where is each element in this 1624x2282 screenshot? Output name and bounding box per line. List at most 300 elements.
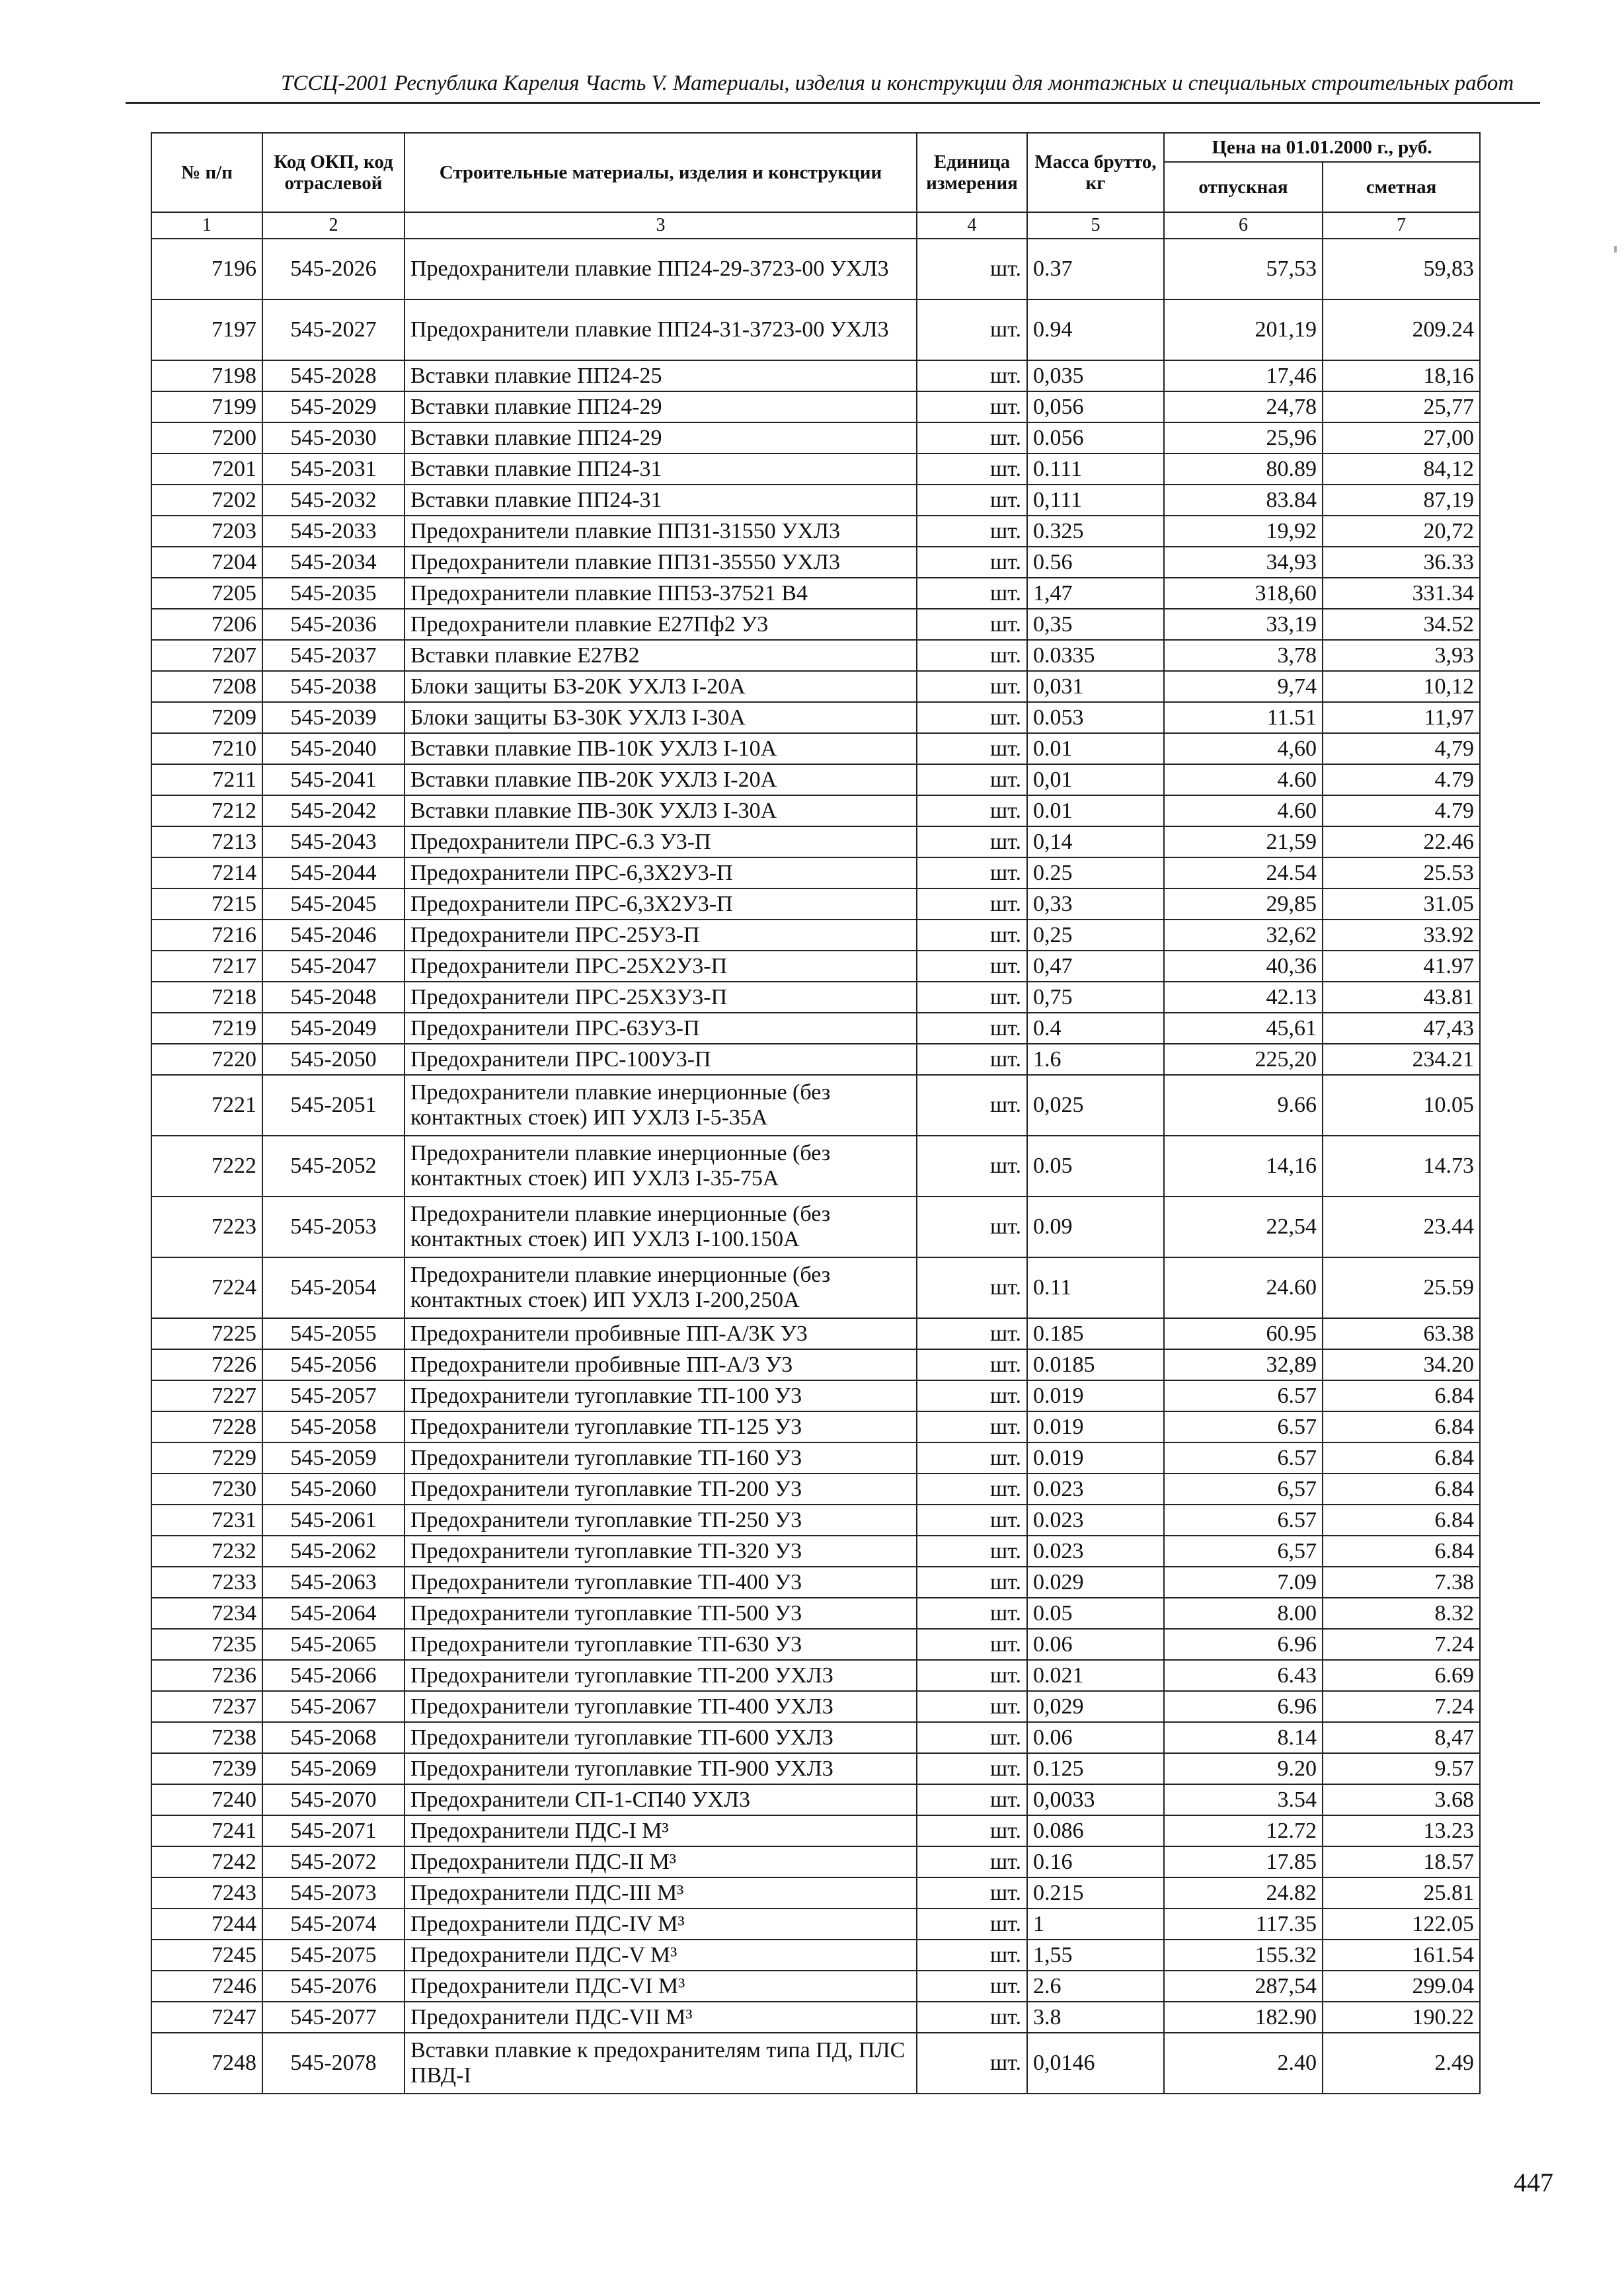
material-name-cell: Блоки защиты БЗ-30К УХЛ3 I-30А xyxy=(405,702,917,733)
price-estimate-cell: 87,19 xyxy=(1323,485,1480,516)
material-name-cell: Предохранители плавкие инерционные (без контактных стоек) ИП УХЛ3 I-35-75А xyxy=(405,1136,917,1197)
material-name-cell: Предохранители ПДС-VI М³ xyxy=(405,1971,917,2002)
price-estimate-cell: 2.49 xyxy=(1323,2033,1480,2094)
table-row xyxy=(151,1257,1480,1318)
okp-code-cell: 545-2039 xyxy=(262,702,405,733)
okp-code-cell: 545-2075 xyxy=(262,1940,405,1971)
table-row xyxy=(151,702,1480,733)
material-name-cell: Предохранители тугоплавкие ТП-400 УХЛ3 xyxy=(405,1691,917,1722)
unit-cell: шт. xyxy=(917,1567,1027,1598)
mass-cell: 0.05 xyxy=(1027,1598,1164,1629)
price-estimate-cell: 27,00 xyxy=(1323,422,1480,453)
price-estimate-cell: 8.32 xyxy=(1323,1598,1480,1629)
material-name-cell: Предохранители ПДС-I М³ xyxy=(405,1815,917,1846)
mass-cell: 0.023 xyxy=(1027,1536,1164,1567)
mass-cell: 0.06 xyxy=(1027,1629,1164,1660)
material-name-cell: Предохранители ПРС-25У3-П xyxy=(405,920,917,951)
mass-cell: 0.06 xyxy=(1027,1722,1164,1753)
mass-cell: 0.25 xyxy=(1027,857,1164,888)
price-release-cell: 6.96 xyxy=(1164,1691,1323,1722)
material-name-cell: Предохранители ПРС-25Х3У3-П xyxy=(405,982,917,1013)
unit-cell: шт. xyxy=(917,702,1027,733)
unit-cell: шт. xyxy=(917,1136,1027,1197)
unit-cell: шт. xyxy=(917,1536,1027,1567)
material-name-cell: Вставки плавкие ПП24-29 xyxy=(405,391,917,422)
mass-cell: 0.019 xyxy=(1027,1380,1164,1411)
okp-code-cell: 545-2050 xyxy=(262,1044,405,1075)
column-number: 6 xyxy=(1164,212,1323,239)
price-estimate-cell: 25.59 xyxy=(1323,1257,1480,1318)
row-number-cell: 7206 xyxy=(151,609,262,640)
material-name-cell: Предохранители пробивные ПП-А/3 У3 xyxy=(405,1349,917,1380)
unit-cell: шт. xyxy=(917,1380,1027,1411)
okp-code-cell: 545-2067 xyxy=(262,1691,405,1722)
unit-cell: шт. xyxy=(917,485,1027,516)
table-row xyxy=(151,671,1480,702)
material-name-cell: Предохранители ПРС-6,3Х2У3-П xyxy=(405,857,917,888)
material-name-cell: Предохранители ПРС-6.3 У3-П xyxy=(405,826,917,857)
material-name-cell: Предохранители ПРС-63У3-П xyxy=(405,1013,917,1044)
price-release-cell: 14,16 xyxy=(1164,1136,1323,1197)
page-number: 447 xyxy=(1514,2168,1553,2197)
mass-cell: 0.019 xyxy=(1027,1411,1164,1442)
table-row xyxy=(151,1815,1480,1846)
row-number-cell: 7230 xyxy=(151,1474,262,1505)
price-release-cell: 6.57 xyxy=(1164,1442,1323,1474)
material-name-cell: Предохранители плавкие ПП53-37521 В4 xyxy=(405,578,917,609)
price-release-cell: 45,61 xyxy=(1164,1013,1323,1044)
mass-cell: 0.09 xyxy=(1027,1197,1164,1257)
okp-code-cell: 545-2037 xyxy=(262,640,405,671)
row-number-cell: 7235 xyxy=(151,1629,262,1660)
price-release-cell: 21,59 xyxy=(1164,826,1323,857)
price-release-cell: 6.57 xyxy=(1164,1505,1323,1536)
okp-code-cell: 545-2051 xyxy=(262,1075,405,1136)
material-name-cell: Предохранители тугоплавкие ТП-200 УХЛ3 xyxy=(405,1660,917,1691)
okp-code-cell: 545-2030 xyxy=(262,422,405,453)
material-name-cell: Предохранители тугоплавкие ТП-400 У3 xyxy=(405,1567,917,1598)
price-estimate-cell: 4,79 xyxy=(1323,733,1480,764)
material-name-cell: Предохранители плавкие ПП31-31550 УХЛ3 xyxy=(405,516,917,547)
unit-cell: шт. xyxy=(917,1815,1027,1846)
table-body xyxy=(151,239,1480,2094)
table-row xyxy=(151,795,1480,826)
price-estimate-cell: 6.84 xyxy=(1323,1505,1480,1536)
price-estimate-cell: 3,93 xyxy=(1323,640,1480,671)
material-name-cell: Вставки плавкие ПП24-29 xyxy=(405,422,917,453)
unit-cell: шт. xyxy=(917,1411,1027,1442)
unit-cell: шт. xyxy=(917,1075,1027,1136)
material-name-cell: Вставки плавкие ПП24-31 xyxy=(405,485,917,516)
table-row xyxy=(151,1505,1480,1536)
okp-code-cell: 545-2066 xyxy=(262,1660,405,1691)
unit-cell: шт. xyxy=(917,951,1027,982)
price-estimate-cell: 23.44 xyxy=(1323,1197,1480,1257)
material-name-cell: Вставки плавкие Е27В2 xyxy=(405,640,917,671)
okp-code-cell: 545-2052 xyxy=(262,1136,405,1197)
row-number-cell: 7244 xyxy=(151,1908,262,1940)
mass-cell: 0.023 xyxy=(1027,1505,1164,1536)
running-header: ТССЦ-2001 Республика Карелия Часть V. Материалы, изделия и конструкции для монтажных и специальных строительных работ xyxy=(281,71,1514,95)
price-estimate-cell: 25.81 xyxy=(1323,1877,1480,1908)
price-estimate-cell: 161.54 xyxy=(1323,1940,1480,1971)
price-estimate-cell: 6.84 xyxy=(1323,1536,1480,1567)
unit-cell: шт. xyxy=(917,547,1027,578)
row-number-cell: 7232 xyxy=(151,1536,262,1567)
row-number-cell: 7242 xyxy=(151,1846,262,1877)
material-name-cell: Предохранители ПДС-IV М³ xyxy=(405,1908,917,1940)
price-release-cell: 6.57 xyxy=(1164,1411,1323,1442)
unit-cell: шт. xyxy=(917,795,1027,826)
mass-cell: 0.019 xyxy=(1027,1442,1164,1474)
price-estimate-cell: 34.52 xyxy=(1323,609,1480,640)
okp-code-cell: 545-2062 xyxy=(262,1536,405,1567)
okp-code-cell: 545-2035 xyxy=(262,578,405,609)
price-estimate-cell: 234.21 xyxy=(1323,1044,1480,1075)
scan-mark xyxy=(1614,246,1617,253)
okp-code-cell: 545-2056 xyxy=(262,1349,405,1380)
material-name-cell: Предохранители плавкие Е27Пф2 У3 xyxy=(405,609,917,640)
unit-cell: шт. xyxy=(917,2033,1027,2094)
okp-code-cell: 545-2072 xyxy=(262,1846,405,1877)
header-price-release: отпускная xyxy=(1164,162,1323,212)
table-row xyxy=(151,857,1480,888)
column-number: 4 xyxy=(917,212,1027,239)
header-okp-code: Код ОКП, код отраслевой xyxy=(262,133,405,212)
row-number-cell: 7233 xyxy=(151,1567,262,1598)
price-estimate-cell: 6.84 xyxy=(1323,1442,1480,1474)
price-estimate-cell: 59,83 xyxy=(1323,239,1480,299)
price-release-cell: 24.82 xyxy=(1164,1877,1323,1908)
table-row xyxy=(151,1136,1480,1197)
price-release-cell: 6.43 xyxy=(1164,1660,1323,1691)
okp-code-cell: 545-2078 xyxy=(262,2033,405,2094)
unit-cell: шт. xyxy=(917,609,1027,640)
price-estimate-cell: 63.38 xyxy=(1323,1318,1480,1349)
material-name-cell: Предохранители ПДС-III М³ xyxy=(405,1877,917,1908)
table-row xyxy=(151,1197,1480,1257)
column-number: 2 xyxy=(262,212,405,239)
table-row xyxy=(151,360,1480,391)
price-estimate-cell: 3.68 xyxy=(1323,1784,1480,1815)
column-number: 7 xyxy=(1323,212,1480,239)
price-estimate-cell: 7.24 xyxy=(1323,1691,1480,1722)
row-number-cell: 7196 xyxy=(151,239,262,299)
price-estimate-cell: 6.84 xyxy=(1323,1411,1480,1442)
okp-code-cell: 545-2028 xyxy=(262,360,405,391)
unit-cell: шт. xyxy=(917,360,1027,391)
mass-cell: 0.16 xyxy=(1027,1846,1164,1877)
price-release-cell: 17.85 xyxy=(1164,1846,1323,1877)
material-name-cell: Предохранители тугоплавкие ТП-320 У3 xyxy=(405,1536,917,1567)
row-number-cell: 7225 xyxy=(151,1318,262,1349)
material-name-cell: Предохранители ПДС-V М³ xyxy=(405,1940,917,1971)
table-row xyxy=(151,1691,1480,1722)
mass-cell: 0.11 xyxy=(1027,1257,1164,1318)
row-number-cell: 7221 xyxy=(151,1075,262,1136)
unit-cell: шт. xyxy=(917,1474,1027,1505)
price-estimate-cell: 209.24 xyxy=(1323,299,1480,360)
price-estimate-cell: 190.22 xyxy=(1323,2002,1480,2033)
table-row xyxy=(151,1442,1480,1474)
table-row xyxy=(151,764,1480,795)
material-name-cell: Предохранители ПРС-25Х2У3-П xyxy=(405,951,917,982)
mass-cell: 1,47 xyxy=(1027,578,1164,609)
table-row xyxy=(151,422,1480,453)
price-estimate-cell: 7.24 xyxy=(1323,1629,1480,1660)
material-name-cell: Предохранители ПДС-VII М³ xyxy=(405,2002,917,2033)
price-release-cell: 60.95 xyxy=(1164,1318,1323,1349)
price-release-cell: 24.54 xyxy=(1164,857,1323,888)
price-estimate-cell: 18,16 xyxy=(1323,360,1480,391)
unit-cell: шт. xyxy=(917,764,1027,795)
unit-cell: шт. xyxy=(917,1629,1027,1660)
table-row xyxy=(151,2033,1480,2094)
price-release-cell: 19,92 xyxy=(1164,516,1323,547)
table-row xyxy=(151,1075,1480,1136)
price-estimate-cell: 31.05 xyxy=(1323,888,1480,920)
okp-code-cell: 545-2031 xyxy=(262,453,405,485)
okp-code-cell: 545-2033 xyxy=(262,516,405,547)
price-release-cell: 80.89 xyxy=(1164,453,1323,485)
mass-cell: 1,55 xyxy=(1027,1940,1164,1971)
row-number-cell: 7211 xyxy=(151,764,262,795)
mass-cell: 1 xyxy=(1027,1908,1164,1940)
unit-cell: шт. xyxy=(917,1442,1027,1474)
price-table xyxy=(151,132,1481,2094)
table-row xyxy=(151,951,1480,982)
mass-cell: 0.029 xyxy=(1027,1567,1164,1598)
unit-cell: шт. xyxy=(917,640,1027,671)
price-estimate-cell: 122.05 xyxy=(1323,1908,1480,1940)
unit-cell: шт. xyxy=(917,671,1027,702)
mass-cell: 0.56 xyxy=(1027,547,1164,578)
material-name-cell: Вставки плавкие ПВ-10К УХЛ3 I-10А xyxy=(405,733,917,764)
table-row xyxy=(151,485,1480,516)
material-name-cell: Предохранители плавкие ПП31-35550 УХЛ3 xyxy=(405,547,917,578)
okp-code-cell: 545-2070 xyxy=(262,1784,405,1815)
table-row xyxy=(151,1598,1480,1629)
okp-code-cell: 545-2036 xyxy=(262,609,405,640)
price-release-cell: 9,74 xyxy=(1164,671,1323,702)
material-name-cell: Предохранители тугоплавкие ТП-100 У3 xyxy=(405,1380,917,1411)
price-release-cell: 287,54 xyxy=(1164,1971,1323,2002)
table-row xyxy=(151,1380,1480,1411)
unit-cell: шт. xyxy=(917,299,1027,360)
price-release-cell: 12.72 xyxy=(1164,1815,1323,1846)
row-number-cell: 7240 xyxy=(151,1784,262,1815)
okp-code-cell: 545-2068 xyxy=(262,1722,405,1753)
unit-cell: шт. xyxy=(917,1940,1027,1971)
price-release-cell: 33,19 xyxy=(1164,609,1323,640)
row-number-cell: 7197 xyxy=(151,299,262,360)
unit-cell: шт. xyxy=(917,920,1027,951)
okp-code-cell: 545-2069 xyxy=(262,1753,405,1784)
unit-cell: шт. xyxy=(917,733,1027,764)
okp-code-cell: 545-2064 xyxy=(262,1598,405,1629)
header-rule xyxy=(126,102,1540,104)
price-release-cell: 7.09 xyxy=(1164,1567,1323,1598)
price-release-cell: 83.84 xyxy=(1164,485,1323,516)
row-number-cell: 7216 xyxy=(151,920,262,951)
row-number-cell: 7202 xyxy=(151,485,262,516)
row-number-cell: 7214 xyxy=(151,857,262,888)
okp-code-cell: 545-2043 xyxy=(262,826,405,857)
unit-cell: шт. xyxy=(917,578,1027,609)
table-row xyxy=(151,826,1480,857)
row-number-cell: 7209 xyxy=(151,702,262,733)
row-number-cell: 7237 xyxy=(151,1691,262,1722)
okp-code-cell: 545-2060 xyxy=(262,1474,405,1505)
mass-cell: 0.111 xyxy=(1027,453,1164,485)
price-estimate-cell: 34.20 xyxy=(1323,1349,1480,1380)
okp-code-cell: 545-2047 xyxy=(262,951,405,982)
okp-code-cell: 545-2044 xyxy=(262,857,405,888)
price-estimate-cell: 33.92 xyxy=(1323,920,1480,951)
okp-code-cell: 545-2040 xyxy=(262,733,405,764)
header-mass: Масса брутто, кг xyxy=(1027,133,1164,212)
price-estimate-cell: 11,97 xyxy=(1323,702,1480,733)
price-release-cell: 40,36 xyxy=(1164,951,1323,982)
material-name-cell: Вставки плавкие к предохранителям типа ПД, ПЛС ПВД-I xyxy=(405,2033,917,2094)
price-estimate-cell: 4.79 xyxy=(1323,795,1480,826)
table-row xyxy=(151,391,1480,422)
price-estimate-cell: 25,77 xyxy=(1323,391,1480,422)
unit-cell: шт. xyxy=(917,239,1027,299)
material-name-cell: Предохранители ПРС-100У3-П xyxy=(405,1044,917,1075)
price-estimate-cell: 84,12 xyxy=(1323,453,1480,485)
table-row xyxy=(151,1908,1480,1940)
price-release-cell: 318,60 xyxy=(1164,578,1323,609)
mass-cell: 0.023 xyxy=(1027,1474,1164,1505)
price-estimate-cell: 9.57 xyxy=(1323,1753,1480,1784)
price-release-cell: 4.60 xyxy=(1164,764,1323,795)
mass-cell: 0,0033 xyxy=(1027,1784,1164,1815)
okp-code-cell: 545-2054 xyxy=(262,1257,405,1318)
price-estimate-cell: 22.46 xyxy=(1323,826,1480,857)
price-estimate-cell: 41.97 xyxy=(1323,951,1480,982)
mass-cell: 2.6 xyxy=(1027,1971,1164,2002)
row-number-cell: 7241 xyxy=(151,1815,262,1846)
row-number-cell: 7246 xyxy=(151,1971,262,2002)
price-release-cell: 225,20 xyxy=(1164,1044,1323,1075)
price-release-cell: 29,85 xyxy=(1164,888,1323,920)
table-row xyxy=(151,1877,1480,1908)
material-name-cell: Вставки плавкие ПП24-25 xyxy=(405,360,917,391)
table-row xyxy=(151,516,1480,547)
okp-code-cell: 545-2074 xyxy=(262,1908,405,1940)
table-row xyxy=(151,1318,1480,1349)
price-estimate-cell: 25.53 xyxy=(1323,857,1480,888)
price-estimate-cell: 13.23 xyxy=(1323,1815,1480,1846)
unit-cell: шт. xyxy=(917,1691,1027,1722)
table-row xyxy=(151,1536,1480,1567)
okp-code-cell: 545-2059 xyxy=(262,1442,405,1474)
unit-cell: шт. xyxy=(917,516,1027,547)
table-row xyxy=(151,1013,1480,1044)
table-row xyxy=(151,640,1480,671)
unit-cell: шт. xyxy=(917,826,1027,857)
material-name-cell: Предохранители плавкие инерционные (без контактных стоек) ИП УХЛ3 I-200,250А xyxy=(405,1257,917,1318)
table-row xyxy=(151,733,1480,764)
material-name-cell: Предохранители пробивные ПП-А/3К У3 xyxy=(405,1318,917,1349)
table-row xyxy=(151,1722,1480,1753)
mass-cell: 0.215 xyxy=(1027,1877,1164,1908)
mass-cell: 0.185 xyxy=(1027,1318,1164,1349)
okp-code-cell: 545-2041 xyxy=(262,764,405,795)
price-release-cell: 32,62 xyxy=(1164,920,1323,951)
material-name-cell: Предохранители тугоплавкие ТП-125 У3 xyxy=(405,1411,917,1442)
mass-cell: 0.021 xyxy=(1027,1660,1164,1691)
price-estimate-cell: 8,47 xyxy=(1323,1722,1480,1753)
row-number-cell: 7212 xyxy=(151,795,262,826)
unit-cell: шт. xyxy=(917,2002,1027,2033)
price-release-cell: 25,96 xyxy=(1164,422,1323,453)
price-release-cell: 8.14 xyxy=(1164,1722,1323,1753)
row-number-cell: 7198 xyxy=(151,360,262,391)
mass-cell: 0,025 xyxy=(1027,1075,1164,1136)
row-number-cell: 7239 xyxy=(151,1753,262,1784)
price-release-cell: 9.66 xyxy=(1164,1075,1323,1136)
price-release-cell: 24.60 xyxy=(1164,1257,1323,1318)
table-row xyxy=(151,1349,1480,1380)
unit-cell: шт. xyxy=(917,1197,1027,1257)
price-release-cell: 6.57 xyxy=(1164,1380,1323,1411)
mass-cell: 0,111 xyxy=(1027,485,1164,516)
okp-code-cell: 545-2045 xyxy=(262,888,405,920)
mass-cell: 0.053 xyxy=(1027,702,1164,733)
mass-cell: 3.8 xyxy=(1027,2002,1164,2033)
price-estimate-cell: 14.73 xyxy=(1323,1136,1480,1197)
unit-cell: шт. xyxy=(917,1013,1027,1044)
price-release-cell: 155.32 xyxy=(1164,1940,1323,1971)
row-number-cell: 7223 xyxy=(151,1197,262,1257)
price-estimate-cell: 18.57 xyxy=(1323,1846,1480,1877)
row-number-cell: 7218 xyxy=(151,982,262,1013)
material-name-cell: Предохранители плавкие ПП24-31-3723-00 УХЛ3 xyxy=(405,299,917,360)
price-release-cell: 4.60 xyxy=(1164,795,1323,826)
material-name-cell: Блоки защиты БЗ-20К УХЛ3 I-20А xyxy=(405,671,917,702)
unit-cell: шт. xyxy=(917,1846,1027,1877)
mass-cell: 0,14 xyxy=(1027,826,1164,857)
price-release-cell: 22,54 xyxy=(1164,1197,1323,1257)
material-name-cell: Предохранители тугоплавкие ТП-200 У3 xyxy=(405,1474,917,1505)
price-release-cell: 42.13 xyxy=(1164,982,1323,1013)
header-price-group: Цена на 01.01.2000 г., руб. xyxy=(1164,133,1480,162)
table-row xyxy=(151,1940,1480,1971)
okp-code-cell: 545-2073 xyxy=(262,1877,405,1908)
table-row xyxy=(151,1474,1480,1505)
mass-cell: 0,035 xyxy=(1027,360,1164,391)
price-estimate-cell: 299.04 xyxy=(1323,1971,1480,2002)
price-estimate-cell: 43.81 xyxy=(1323,982,1480,1013)
material-name-cell: Предохранители тугоплавкие ТП-630 У3 xyxy=(405,1629,917,1660)
unit-cell: шт. xyxy=(917,1598,1027,1629)
price-release-cell: 2.40 xyxy=(1164,2033,1323,2094)
table-row xyxy=(151,920,1480,951)
row-number-cell: 7238 xyxy=(151,1722,262,1753)
column-number: 1 xyxy=(151,212,262,239)
material-name-cell: Предохранители ПДС-II М³ xyxy=(405,1846,917,1877)
price-estimate-cell: 10,12 xyxy=(1323,671,1480,702)
unit-cell: шт. xyxy=(917,888,1027,920)
row-number-cell: 7245 xyxy=(151,1940,262,1971)
material-name-cell: Предохранители плавкие инерционные (без контактных стоек) ИП УХЛ3 I-5-35А xyxy=(405,1075,917,1136)
mass-cell: 0,25 xyxy=(1027,920,1164,951)
unit-cell: шт. xyxy=(917,1349,1027,1380)
column-number: 5 xyxy=(1027,212,1164,239)
mass-cell: 0.125 xyxy=(1027,1753,1164,1784)
